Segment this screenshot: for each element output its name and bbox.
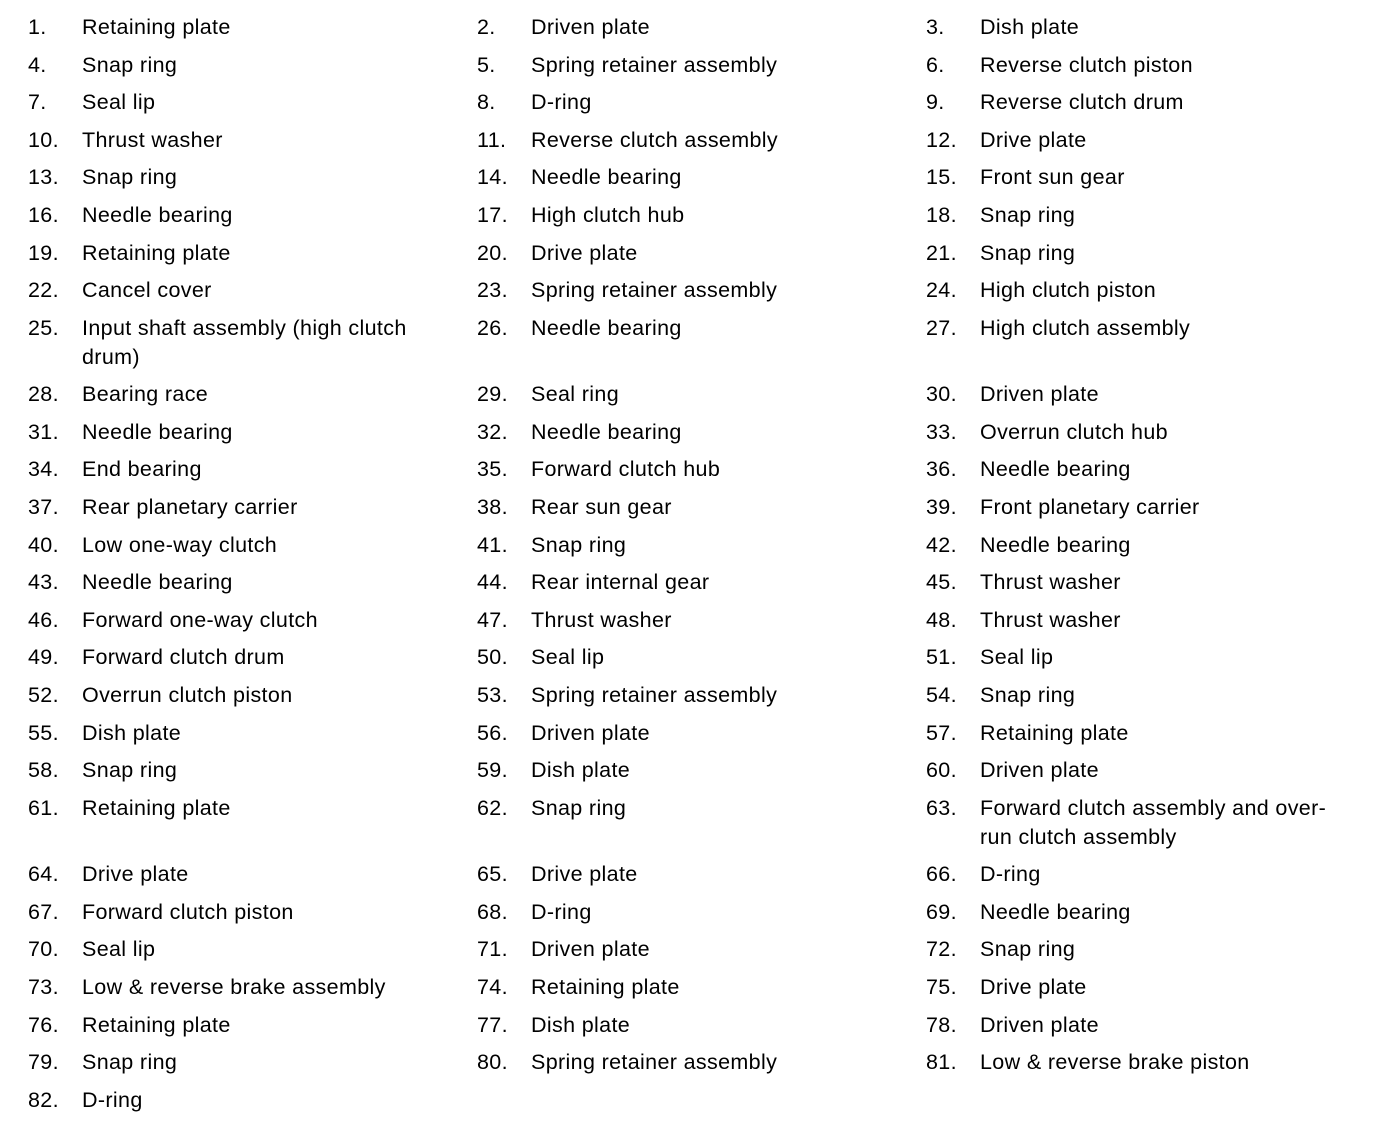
- item-number: 48.: [926, 607, 957, 632]
- legend-item: [28, 568, 477, 597]
- item-number: 46.: [28, 607, 59, 632]
- item-label: Seal lip: [980, 645, 1054, 670]
- legend-item: [477, 794, 926, 823]
- item-number: 15.: [926, 165, 957, 190]
- item-label: Retaining plate: [82, 240, 231, 265]
- item-label: Reverse clutch assembly: [531, 127, 779, 152]
- item-number: 16.: [28, 202, 59, 227]
- item-label: Low one-way clutch: [82, 532, 278, 557]
- legend-item: [926, 860, 1366, 889]
- legend-item: [926, 531, 1366, 560]
- item-label: Snap ring: [531, 532, 627, 557]
- legend-item: [28, 314, 477, 372]
- legend-item: [28, 719, 477, 748]
- legend-item: [28, 681, 477, 710]
- legend-item: [28, 88, 477, 117]
- legend-item: [477, 973, 926, 1002]
- item-number: 3.: [926, 15, 945, 39]
- item-number: 63.: [926, 795, 957, 820]
- legend-row: [28, 51, 1368, 89]
- legend-item: [28, 493, 477, 522]
- item-number: 54.: [926, 683, 957, 707]
- legend-item: [477, 276, 926, 305]
- item-number: 31.: [28, 419, 59, 444]
- legend-item: [28, 606, 477, 635]
- legend-item: [477, 568, 926, 597]
- item-label: Retaining plate: [531, 975, 680, 1000]
- legend-row: [28, 756, 1368, 794]
- legend-row: [28, 239, 1368, 277]
- item-label: Snap ring: [980, 937, 1076, 962]
- legend-item: [28, 239, 477, 268]
- item-label: Snap ring: [980, 202, 1076, 227]
- item-number: 49.: [28, 645, 59, 670]
- item-number: 76.: [28, 1012, 59, 1037]
- item-label: Drive plate: [531, 240, 638, 265]
- item-number: 33.: [926, 419, 957, 444]
- legend-item: [477, 13, 926, 42]
- legend-item: [477, 643, 926, 672]
- item-label: Forward clutch hub: [531, 457, 721, 482]
- item-label: Drive plate: [980, 975, 1087, 1000]
- item-label: Needle bearing: [82, 202, 233, 227]
- item-label: Seal lip: [531, 645, 605, 670]
- item-number: 20.: [477, 240, 508, 265]
- item-number: 56.: [477, 720, 508, 745]
- item-number: 80.: [477, 1050, 508, 1075]
- item-label: Rear internal gear: [531, 570, 710, 595]
- legend-row: [28, 380, 1368, 418]
- legend-row: [28, 1086, 1368, 1124]
- legend-item: [926, 163, 1366, 192]
- item-number: 25.: [28, 315, 59, 340]
- legend-row: [28, 418, 1368, 456]
- legend-item: [926, 756, 1366, 785]
- legend-item: [926, 898, 1366, 927]
- item-number: 67.: [28, 899, 59, 924]
- item-label: Needle bearing: [82, 570, 233, 595]
- legend-item: [926, 606, 1366, 635]
- item-number: 12.: [926, 127, 957, 152]
- legend-item: [28, 1011, 477, 1040]
- item-label: Snap ring: [82, 1050, 178, 1075]
- parts-legend: [28, 13, 1368, 1123]
- legend-item: [926, 794, 1366, 852]
- item-number: 14.: [477, 165, 508, 190]
- item-label: Needle bearing: [980, 457, 1131, 482]
- legend-item: [28, 163, 477, 192]
- legend-row: [28, 13, 1368, 51]
- item-label: Retaining plate: [82, 15, 231, 39]
- legend-row: [28, 860, 1368, 898]
- legend-item: [28, 756, 477, 785]
- legend-item: [28, 126, 477, 155]
- legend-row: [28, 531, 1368, 569]
- item-number: 72.: [926, 937, 957, 962]
- legend-item: [28, 380, 477, 409]
- legend-item: [477, 531, 926, 560]
- item-number: 27.: [926, 315, 957, 340]
- legend-item: [28, 973, 477, 1002]
- item-label: Reverse clutch drum: [980, 90, 1184, 115]
- item-label: Input shaft assembly (high clutch drum): [82, 315, 407, 369]
- item-number: 36.: [926, 457, 957, 482]
- item-label: Seal lip: [82, 90, 156, 115]
- legend-item: [28, 51, 477, 80]
- legend-item: [477, 860, 926, 889]
- legend-row: [28, 455, 1368, 493]
- item-label: High clutch piston: [980, 278, 1157, 303]
- item-number: 7.: [28, 90, 47, 115]
- item-number: 35.: [477, 457, 508, 482]
- item-label: Needle bearing: [980, 899, 1131, 924]
- item-number: 74.: [477, 975, 508, 1000]
- item-label: End bearing: [82, 457, 202, 482]
- item-label: High clutch assembly: [980, 315, 1191, 340]
- item-label: Reverse clutch piston: [980, 52, 1193, 77]
- item-number: 34.: [28, 457, 59, 482]
- item-number: 73.: [28, 975, 59, 1000]
- item-number: 45.: [926, 570, 957, 595]
- item-number: 47.: [477, 607, 508, 632]
- item-label: Retaining plate: [82, 795, 231, 820]
- item-number: 28.: [28, 382, 59, 407]
- legend-item: [28, 860, 477, 889]
- item-number: 43.: [28, 570, 59, 595]
- item-label: Thrust washer: [531, 607, 672, 632]
- legend-item: [28, 455, 477, 484]
- legend-item: [926, 418, 1366, 447]
- item-number: 19.: [28, 240, 59, 265]
- legend-row: [28, 126, 1368, 164]
- item-label: Bearing race: [82, 382, 209, 407]
- legend-item: [28, 276, 477, 305]
- item-label: Retaining plate: [980, 720, 1129, 745]
- item-number: 2.: [477, 15, 496, 39]
- item-label: Snap ring: [82, 165, 178, 190]
- item-label: Driven plate: [531, 720, 650, 745]
- item-label: Overrun clutch hub: [980, 419, 1168, 444]
- legend-item: [477, 1048, 926, 1077]
- legend-item: [926, 935, 1366, 964]
- item-number: 42.: [926, 532, 957, 557]
- item-label: Front planetary carrier: [980, 495, 1200, 520]
- legend-item: [28, 13, 477, 42]
- legend-item: [926, 493, 1366, 522]
- item-number: 30.: [926, 382, 957, 407]
- item-number: 55.: [28, 720, 59, 745]
- legend-item: [477, 455, 926, 484]
- item-number: 52.: [28, 683, 59, 707]
- item-label: Snap ring: [82, 52, 178, 77]
- legend-item: [477, 239, 926, 268]
- legend-item: [477, 719, 926, 748]
- item-label: Thrust washer: [980, 570, 1121, 595]
- item-number: 53.: [477, 683, 508, 707]
- item-number: 39.: [926, 495, 957, 520]
- item-number: 37.: [28, 495, 59, 520]
- item-number: 64.: [28, 862, 59, 887]
- item-label: Dish plate: [531, 1012, 631, 1037]
- item-number: 82.: [28, 1087, 59, 1112]
- item-number: 61.: [28, 795, 59, 820]
- legend-item: [477, 418, 926, 447]
- item-label: Spring retainer assembly: [531, 683, 778, 707]
- item-label: Rear sun gear: [531, 495, 672, 520]
- item-label: Driven plate: [980, 1012, 1099, 1037]
- legend-item: [926, 314, 1366, 343]
- item-number: 58.: [28, 758, 59, 783]
- legend-item: [477, 1011, 926, 1040]
- item-label: Driven plate: [531, 15, 650, 39]
- legend-item: [477, 88, 926, 117]
- legend-item: [926, 201, 1366, 230]
- legend-item: [28, 898, 477, 927]
- item-number: 38.: [477, 495, 508, 520]
- item-number: 9.: [926, 90, 945, 115]
- item-label: Forward clutch piston: [82, 899, 294, 924]
- legend-item: [926, 1048, 1366, 1077]
- item-number: 50.: [477, 645, 508, 670]
- item-number: 59.: [477, 758, 508, 783]
- item-number: 68.: [477, 899, 508, 924]
- item-number: 79.: [28, 1050, 59, 1075]
- item-label: Overrun clutch piston: [82, 683, 293, 707]
- item-label: Dish plate: [531, 758, 631, 783]
- legend-row: [28, 493, 1368, 531]
- item-number: 81.: [926, 1050, 957, 1075]
- item-number: 32.: [477, 419, 508, 444]
- legend-item: [477, 380, 926, 409]
- item-number: 13.: [28, 165, 59, 190]
- legend-row: [28, 568, 1368, 606]
- legend-item: [926, 380, 1366, 409]
- item-number: 41.: [477, 532, 508, 557]
- item-label: Drive plate: [531, 862, 638, 887]
- item-label: Needle bearing: [531, 315, 682, 340]
- item-label: Driven plate: [531, 937, 650, 962]
- item-number: 71.: [477, 937, 508, 962]
- legend-row: [28, 314, 1368, 381]
- legend-item: [477, 201, 926, 230]
- item-number: 40.: [28, 532, 59, 557]
- legend-row: [28, 898, 1368, 936]
- item-label: D-ring: [531, 90, 592, 115]
- item-number: 66.: [926, 862, 957, 887]
- legend-item: [28, 531, 477, 560]
- item-label: Forward clutch drum: [82, 645, 285, 670]
- item-number: 62.: [477, 795, 508, 820]
- legend-item: [477, 681, 926, 710]
- legend-item: [926, 88, 1366, 117]
- legend-item: [926, 1011, 1366, 1040]
- item-number: 60.: [926, 758, 957, 783]
- item-number: 70.: [28, 937, 59, 962]
- legend-item: [926, 643, 1366, 672]
- item-number: 1.: [28, 15, 47, 39]
- item-label: High clutch hub: [531, 202, 685, 227]
- item-number: 51.: [926, 645, 957, 670]
- legend-row: [28, 1011, 1368, 1049]
- legend-item: [926, 51, 1366, 80]
- legend-item: [926, 719, 1366, 748]
- legend-item: [477, 898, 926, 927]
- item-label: D-ring: [82, 1087, 143, 1112]
- item-label: Cancel cover: [82, 278, 212, 303]
- legend-row: [28, 794, 1368, 861]
- legend-row: [28, 201, 1368, 239]
- legend-row: [28, 681, 1368, 719]
- legend-item: [926, 126, 1366, 155]
- item-number: 5.: [477, 52, 496, 77]
- item-number: 26.: [477, 315, 508, 340]
- legend-row: [28, 973, 1368, 1011]
- legend-item: [926, 973, 1366, 1002]
- item-label: Drive plate: [82, 862, 189, 887]
- item-number: 8.: [477, 90, 496, 115]
- legend-item: [28, 201, 477, 230]
- item-label: Thrust washer: [82, 127, 223, 152]
- item-label: Low & reverse brake piston: [980, 1050, 1250, 1075]
- item-number: 44.: [477, 570, 508, 595]
- legend-item: [926, 568, 1366, 597]
- legend-item: [477, 756, 926, 785]
- legend-row: [28, 163, 1368, 201]
- legend-item: [477, 935, 926, 964]
- legend-item: [28, 1048, 477, 1077]
- item-label: Low & reverse brake assembly: [82, 975, 386, 1000]
- legend-item: [28, 418, 477, 447]
- item-label: Needle bearing: [531, 419, 682, 444]
- item-label: Forward clutch assembly and over-run clutch assembly: [980, 795, 1327, 849]
- legend-item: [926, 681, 1366, 710]
- legend-row: [28, 88, 1368, 126]
- item-number: 69.: [926, 899, 957, 924]
- legend-item: [926, 276, 1366, 305]
- item-label: Spring retainer assembly: [531, 52, 778, 77]
- item-label: Snap ring: [82, 758, 178, 783]
- legend-item: [477, 314, 926, 343]
- legend-item: [926, 455, 1366, 484]
- legend-item: [28, 794, 477, 823]
- legend-item: [477, 493, 926, 522]
- item-number: 29.: [477, 382, 508, 407]
- item-label: Needle bearing: [82, 419, 233, 444]
- item-number: 4.: [28, 52, 47, 77]
- legend-item: [28, 935, 477, 964]
- item-number: 77.: [477, 1012, 508, 1037]
- legend-item: [477, 163, 926, 192]
- legend-item: [477, 51, 926, 80]
- item-label: Snap ring: [980, 683, 1076, 707]
- item-number: 11.: [477, 127, 507, 152]
- legend-row: [28, 643, 1368, 681]
- legend-row: [28, 1048, 1368, 1086]
- legend-row: [28, 606, 1368, 644]
- legend-row: [28, 719, 1368, 757]
- item-label: Needle bearing: [531, 165, 682, 190]
- legend-row: [28, 935, 1368, 973]
- item-number: 78.: [926, 1012, 957, 1037]
- item-label: Forward one-way clutch: [82, 607, 318, 632]
- item-label: Retaining plate: [82, 1012, 231, 1037]
- item-label: Driven plate: [980, 382, 1099, 407]
- item-label: Drive plate: [980, 127, 1087, 152]
- legend-row: [28, 276, 1368, 314]
- item-label: Thrust washer: [980, 607, 1121, 632]
- item-label: Seal lip: [82, 937, 156, 962]
- legend-item: [477, 126, 926, 155]
- item-label: Seal ring: [531, 382, 620, 407]
- item-number: 57.: [926, 720, 957, 745]
- legend-item: [477, 606, 926, 635]
- item-label: Dish plate: [82, 720, 182, 745]
- item-number: 75.: [926, 975, 957, 1000]
- item-label: Needle bearing: [980, 532, 1131, 557]
- item-label: Snap ring: [980, 240, 1076, 265]
- item-number: 23.: [477, 278, 508, 303]
- item-number: 24.: [926, 278, 957, 303]
- item-label: D-ring: [531, 899, 592, 924]
- item-number: 22.: [28, 278, 59, 303]
- item-number: 65.: [477, 862, 508, 887]
- item-number: 17.: [477, 202, 508, 227]
- item-label: Dish plate: [980, 15, 1080, 39]
- legend-item: [28, 643, 477, 672]
- legend-item: [28, 1086, 477, 1115]
- item-number: 18.: [926, 202, 957, 227]
- item-label: Front sun gear: [980, 165, 1125, 190]
- item-number: 10.: [28, 127, 59, 152]
- item-label: D-ring: [980, 862, 1041, 887]
- legend-item: [926, 239, 1366, 268]
- item-label: Rear planetary carrier: [82, 495, 298, 520]
- item-label: Driven plate: [980, 758, 1099, 783]
- item-label: Spring retainer assembly: [531, 1050, 778, 1075]
- item-label: Spring retainer assembly: [531, 278, 778, 303]
- item-number: 6.: [926, 52, 945, 77]
- item-label: Snap ring: [531, 795, 627, 820]
- legend-item: [926, 13, 1366, 42]
- item-number: 21.: [926, 240, 957, 265]
